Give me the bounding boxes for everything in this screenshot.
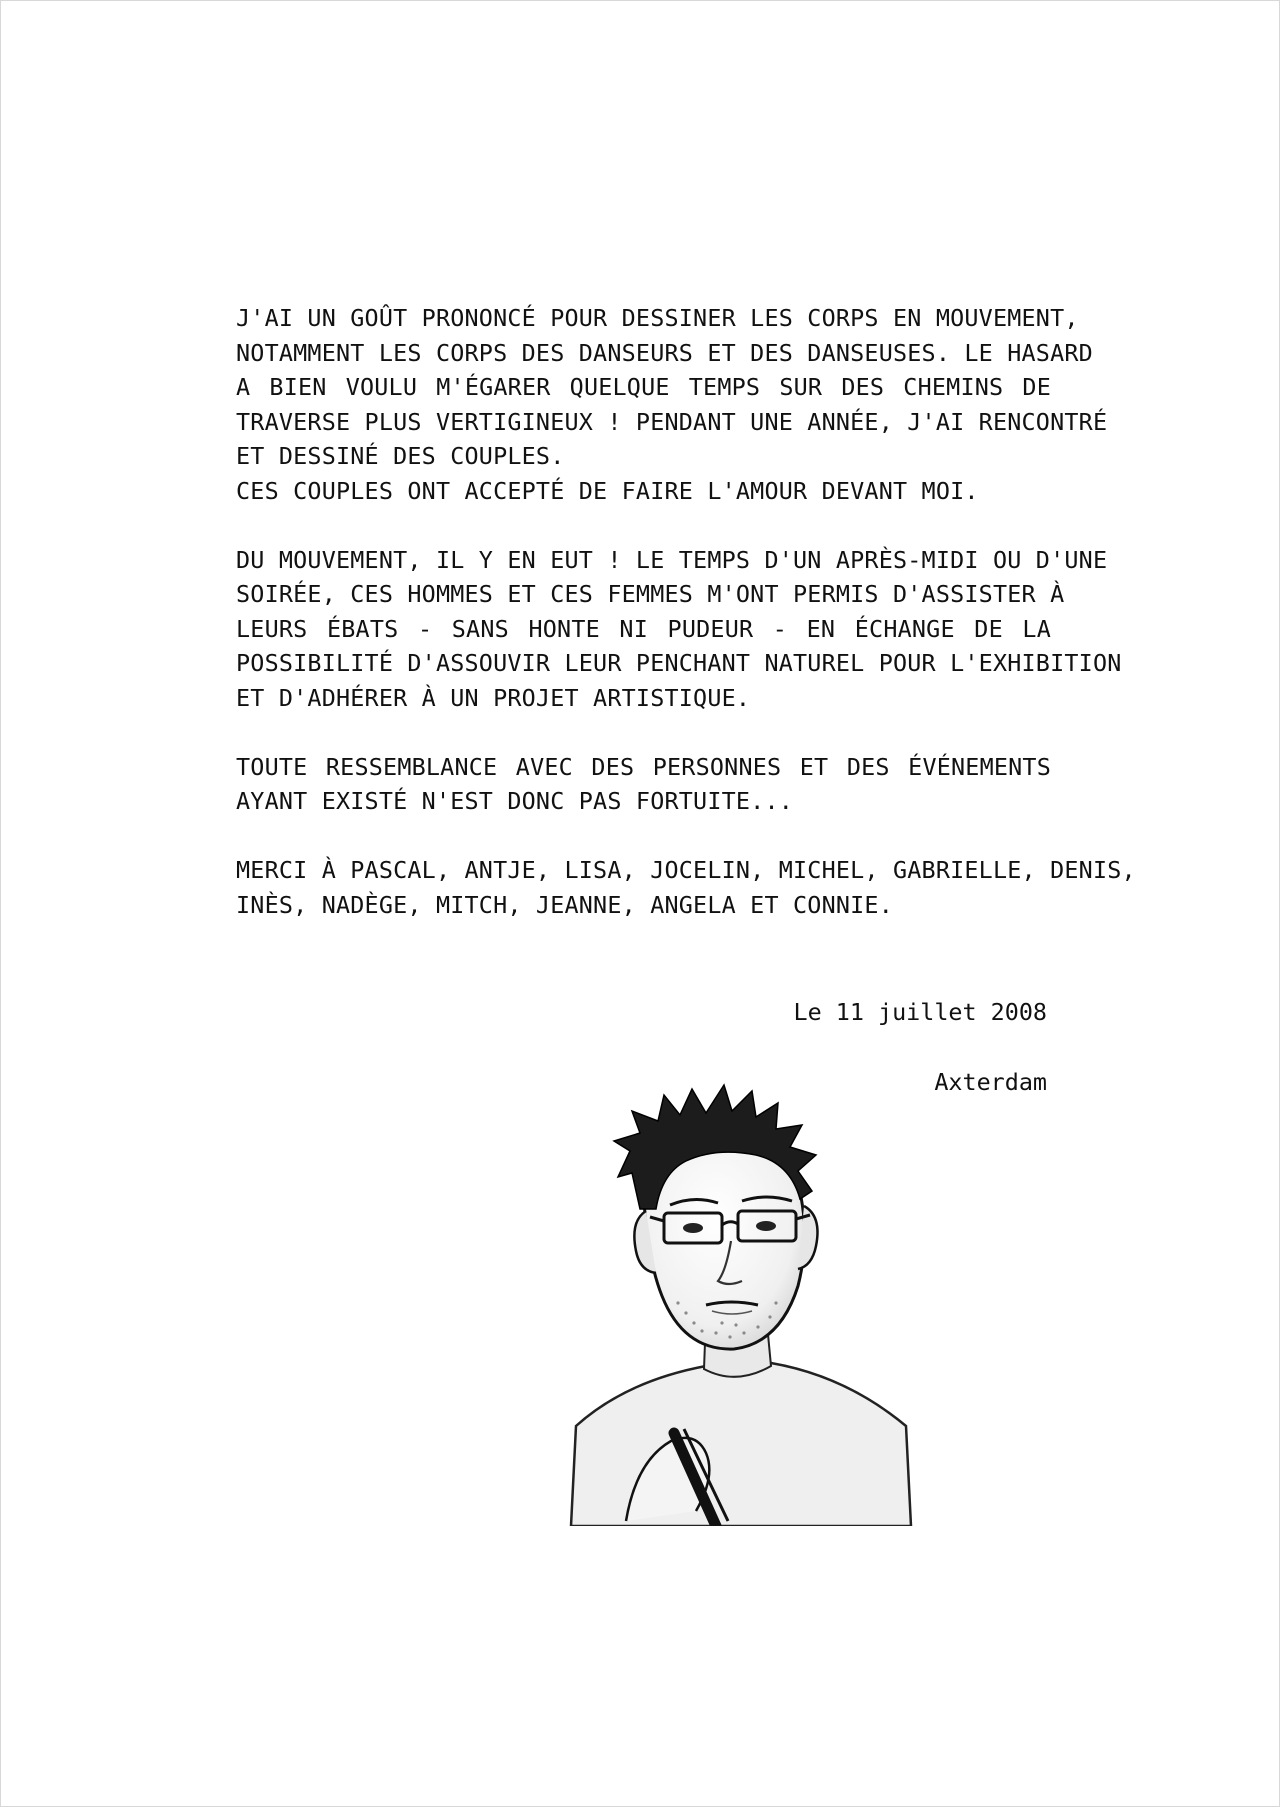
text-line: A BIEN VOULU M'ÉGARER QUELQUE TEMPS SUR DES CHEMINS DE — [236, 373, 1051, 401]
text-line: SOIRÉE, CES HOMMES ET CES FEMMES M'ONT PERMIS D'ASSISTER À — [236, 580, 1065, 608]
text-line: ET D'ADHÉRER À UN PROJET ARTISTIQUE. — [236, 683, 751, 712]
text-line: DU MOUVEMENT, IL Y EN EUT ! LE TEMPS D'UN APRÈS-MIDI OU D'UNE — [236, 545, 1108, 574]
signature-name: Axterdam — [934, 1068, 1047, 1096]
text-line: J'AI UN GOÛT PRONONCÉ POUR DESSINER LES CORPS EN MOUVEMENT, — [236, 304, 1079, 332]
text-line: NOTAMMENT LES CORPS DES DANSEURS ET DES DANSEUSES. LE HASARD — [236, 338, 1093, 367]
text-line: ET DESSINÉ DES COUPLES. — [236, 442, 565, 470]
text-line: TOUTE RESSEMBLANCE AVEC DES PERSONNES ET DES ÉVÉNEMENTS — [236, 752, 1051, 781]
text-line: CES COUPLES ONT ACCEPTÉ DE FAIRE L'AMOUR DEVANT MOI. — [236, 476, 979, 505]
text-line: POSSIBILITÉ D'ASSOUVIR LEUR PENCHANT NATUREL POUR L'EXHIBITION — [236, 649, 1122, 677]
preface-text — [236, 301, 1136, 957]
paragraph-4 — [236, 853, 1136, 922]
signature-date: Le 11 juillet 2008 — [793, 998, 1047, 1026]
paragraph-3 — [236, 750, 1051, 819]
paragraph-1 — [236, 301, 1108, 508]
text-line: INÈS, NADÈGE, MITCH, JEANNE, ANGELA ET CONNIE. — [236, 890, 893, 919]
text-line: AYANT EXISTÉ N'EST DONC PAS FORTUITE... — [236, 787, 794, 815]
paragraph-2 — [236, 543, 1122, 716]
text-line: TRAVERSE PLUS VERTIGINEUX ! PENDANT UNE ANNÉE, J'AI RENCONTRÉ — [236, 407, 1108, 436]
text-line: MERCI À PASCAL, ANTJE, LISA, JOCELIN, MICHEL, GABRIELLE, DENIS, — [236, 856, 1136, 884]
author-portrait — [566, 1081, 916, 1526]
text-line: LEURS ÉBATS - SANS HONTE NI PUDEUR - EN ÉCHANGE DE LA — [236, 614, 1051, 643]
